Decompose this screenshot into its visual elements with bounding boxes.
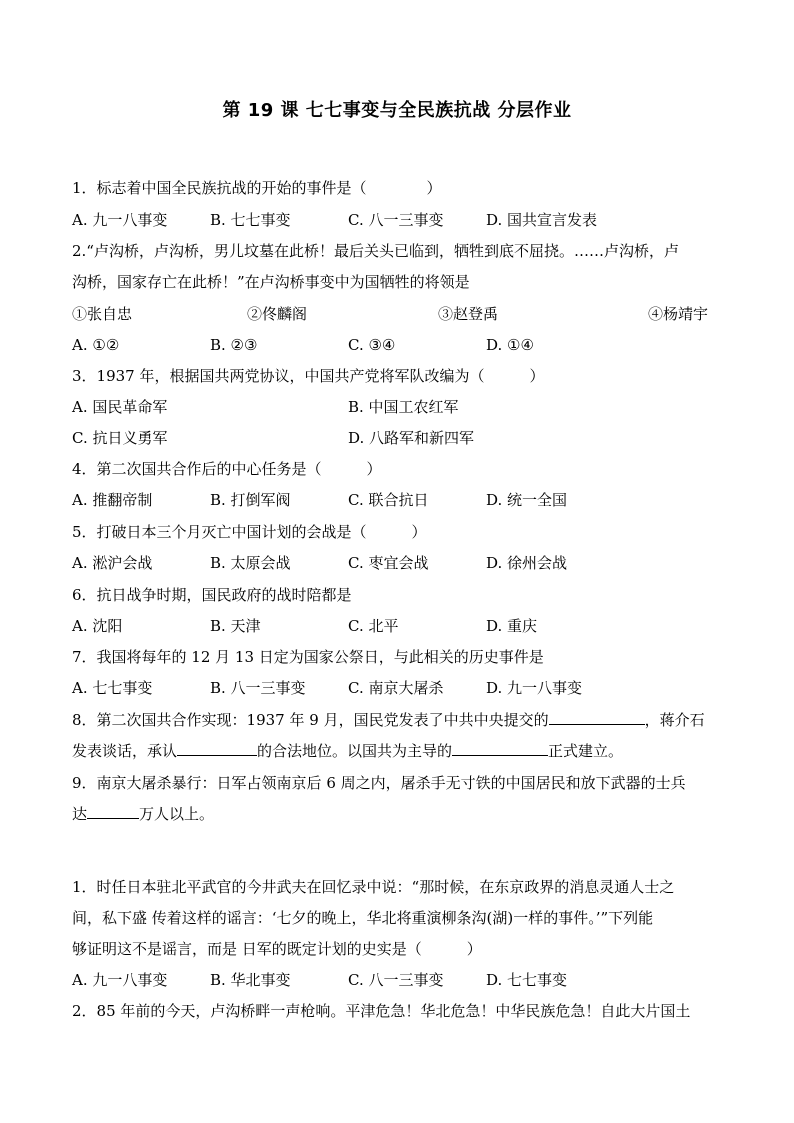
option-c: C. 联合抗日 — [348, 491, 429, 509]
item-4: ④杨靖宇 — [648, 305, 709, 323]
question-9-text-1: 达 — [72, 805, 88, 823]
question-5-stem: 5．打破日本三个月灭亡中国计划的会战是（ ） — [72, 523, 427, 541]
question-2-items — [72, 304, 728, 324]
option-b: B. 太原会战 — [210, 554, 291, 572]
question-8-text-4: 的合法地位。以国共为主导的 — [257, 742, 453, 760]
option-c: C. 八一三事变 — [348, 211, 444, 229]
item-1: ①张自忠 — [72, 305, 133, 323]
option-d: D. 八路军和新四军 — [348, 429, 475, 447]
option-d: D. 统一全国 — [486, 491, 568, 509]
question-8-line2 — [72, 741, 728, 761]
section2-question-1-line3: 够证明这不是谣言，而是 日军的既定计划的史实是（ ） — [72, 940, 482, 958]
option-c: C. 北平 — [348, 617, 399, 635]
option-a: A. 国民革命军 — [72, 398, 168, 416]
option-b: B. 天津 — [210, 617, 261, 635]
section2-question-2-line1: 2．85 年前的今天，卢沟桥畔一声枪响。平津危急！华北危急！中华民族危急！自此大片国土 — [72, 1002, 691, 1020]
option-d: D. ①④ — [486, 336, 534, 354]
option-b: B. 中国工农红军 — [348, 398, 459, 416]
question-8-text-3: 发表谈话，承认 — [72, 742, 178, 760]
section2-question-1-options — [72, 970, 728, 990]
option-c: C. 八一三事变 — [348, 971, 444, 989]
option-a: A. 九一八事变 — [72, 211, 168, 229]
option-a: A. 推翻帝制 — [72, 491, 153, 509]
question-5-options — [72, 553, 728, 573]
option-c: C. 抗日义勇军 — [72, 429, 168, 447]
item-3: ③赵登禹 — [438, 305, 499, 323]
option-d: D. 九一八事变 — [486, 679, 583, 697]
question-3-stem: 3．1937 年，根据国共两党协议，中国共产党将军队改编为（ ） — [72, 367, 545, 385]
question-2-stem-line1: 2.“卢沟桥，卢沟桥，男儿坟墓在此桥！最后关头已临到，牺牲到底不屈挠。……卢沟桥，卢 — [72, 242, 679, 260]
option-a: A. 七七事变 — [72, 679, 153, 697]
question-8-line1 — [72, 710, 728, 730]
question-9-line1: 9．南京大屠杀暴行：日军占领南京后 6 周之内，屠杀手无寸铁的中国居民和放下武器的士兵 — [72, 774, 686, 792]
question-9-text-2: 万人以上。 — [139, 805, 215, 823]
option-b: B. 八一三事变 — [210, 679, 306, 697]
option-c: C. ③④ — [348, 336, 396, 354]
question-3-options-row1 — [72, 397, 728, 417]
question-4-stem: 4．第二次国共合作后的中心任务是（ ） — [72, 460, 382, 478]
option-c: C. 南京大屠杀 — [348, 679, 444, 697]
section2-question-1-line1: 1．时任日本驻北平武官的今井武夫在回忆录中说：“那时候，在东京政界的消息灵通人士之 — [72, 878, 675, 896]
option-d: D. 国共宣言发表 — [486, 211, 598, 229]
question-4-options — [72, 490, 728, 510]
question-8-text-1: 8．第二次国共合作实现：1937 年 9 月，国民党发表了中共中央提交的 — [72, 711, 549, 729]
question-6-stem: 6．抗日战争时期，国民政府的战时陪都是 — [72, 586, 352, 604]
option-d: D. 重庆 — [486, 617, 538, 635]
option-d: D. 七七事变 — [486, 971, 568, 989]
option-d: D. 徐州会战 — [486, 554, 568, 572]
answer-blank-4[interactable] — [87, 804, 139, 819]
option-a: A. ①② — [72, 336, 120, 354]
section2-question-1-line2: 间，私下盛 传着这样的谣言：‘七夕的晚上，华北将重演柳条沟(湖)一样的事件。’”下列能 — [72, 909, 654, 927]
question-2-options — [72, 335, 728, 355]
question-1-stem: 1．标志着中国全民族抗战的开始的事件是（ ） — [72, 179, 442, 197]
question-1-options — [72, 210, 728, 230]
option-a: A. 沈阳 — [72, 617, 123, 635]
question-6-options — [72, 616, 728, 636]
option-a: A. 九一八事变 — [72, 971, 168, 989]
question-9-line2 — [72, 804, 728, 824]
page-title: 第 19 课 七七事变与全民族抗战 分层作业 — [222, 100, 572, 121]
option-a: A. 淞沪会战 — [72, 554, 153, 572]
item-2: ②佟麟阁 — [247, 305, 308, 323]
question-8-text-5: 正式建立。 — [548, 742, 624, 760]
option-b: B. 七七事变 — [210, 211, 291, 229]
question-7-options — [72, 678, 728, 698]
option-b: B. ②③ — [210, 336, 258, 354]
option-c: C. 枣宜会战 — [348, 554, 429, 572]
question-2-stem-line2: 沟桥，国家存亡在此桥！”在卢沟桥事变中为国牺牲的将领是 — [72, 273, 470, 291]
option-b: B. 打倒军阀 — [210, 491, 291, 509]
question-8-text-2: ，蒋介石 — [644, 711, 705, 729]
answer-blank-3[interactable] — [452, 741, 548, 756]
answer-blank-1[interactable] — [549, 710, 645, 725]
answer-blank-2[interactable] — [177, 741, 257, 756]
option-b: B. 华北事变 — [210, 971, 291, 989]
question-3-options-row2 — [72, 428, 728, 448]
question-7-stem: 7．我国将每年的 12 月 13 日定为国家公祭日，与此相关的历史事件是 — [72, 648, 544, 666]
